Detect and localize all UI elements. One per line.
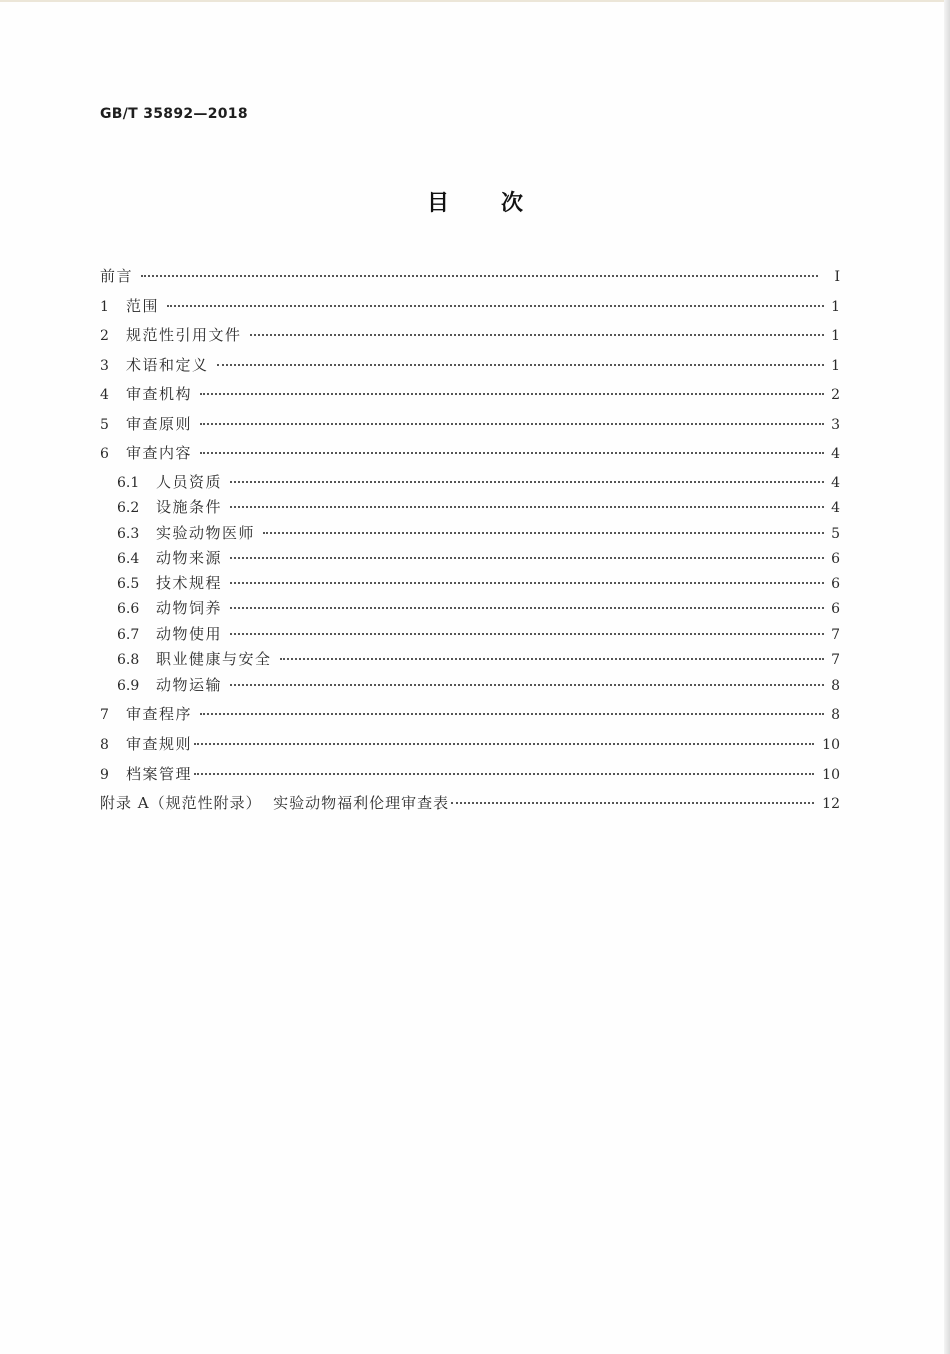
toc-entry-page: 6	[831, 576, 840, 592]
toc-entry-number: 9	[100, 767, 109, 783]
toc-entry-page: 7	[831, 652, 840, 668]
toc-entry-4[interactable]	[100, 384, 840, 405]
toc-title-char-1: 目	[426, 191, 449, 216]
toc-entry-label: 档案管理	[126, 765, 193, 783]
toc-leader-dots	[200, 712, 824, 715]
toc-entry-page: 8	[831, 707, 840, 723]
toc-entry-6-8[interactable]	[117, 649, 840, 670]
toc-entry-page: 1	[831, 358, 840, 374]
toc-entry-6-9[interactable]	[117, 675, 840, 696]
toc-entry-page: 1	[831, 299, 840, 315]
toc-entry-appendix-a[interactable]	[100, 793, 840, 814]
toc-leader-dots	[167, 304, 824, 307]
toc-entry-number: 5	[100, 417, 109, 433]
toc-entry-6-7[interactable]	[117, 624, 840, 645]
toc-entry-label: 动物使用	[156, 625, 223, 643]
toc-entry-page: 4	[831, 475, 840, 491]
toc-leader-dots	[194, 742, 814, 745]
toc-leader-dots	[200, 392, 824, 395]
toc-entry-2[interactable]	[100, 325, 840, 346]
toc-title-char-2: 次	[501, 191, 524, 216]
toc-leader-dots	[230, 606, 824, 609]
toc-entry-6-6[interactable]	[117, 598, 840, 619]
toc-leader-dots	[230, 581, 824, 584]
toc-entry-page: 10	[822, 737, 840, 753]
toc-leader-dots	[250, 333, 824, 336]
toc-entry-label: 人员资质	[156, 473, 223, 491]
toc-entry-label: 动物来源	[156, 549, 223, 567]
toc-leader-dots	[217, 363, 824, 366]
toc-entry-number: 4	[100, 387, 109, 403]
toc-entry-number: 6.3	[117, 526, 140, 542]
toc-entry-number: 6.6	[117, 601, 140, 617]
toc-entry-page: 2	[831, 387, 840, 403]
toc-entry-page: 1	[831, 328, 840, 344]
toc-entry-6-1[interactable]	[117, 472, 840, 493]
toc-entry-label: 规范性引用文件	[126, 326, 242, 344]
toc-entry-3[interactable]	[100, 355, 840, 376]
toc-entry-label: 实验动物医师	[156, 524, 256, 542]
standard-code: GB/T 35892—2018	[100, 106, 248, 122]
toc-entry-page: 3	[831, 417, 840, 433]
toc-entry-label: 动物运输	[156, 676, 223, 694]
toc-entry-page: 6	[831, 601, 840, 617]
toc-entry-6-4[interactable]	[117, 548, 840, 569]
toc-entry-foreword[interactable]	[100, 266, 840, 287]
toc-entry-6-3[interactable]	[117, 523, 840, 544]
toc-entry-page: 12	[822, 796, 840, 812]
toc-leader-dots	[194, 772, 814, 775]
toc-entry-5[interactable]	[100, 414, 840, 435]
toc-leader-dots	[451, 801, 814, 804]
toc-entry-page: I	[834, 269, 840, 285]
toc-entry-label: 前言	[100, 267, 134, 285]
toc-entry-7[interactable]	[100, 704, 840, 725]
toc-entry-number: 6	[100, 446, 109, 462]
toc-entry-number: 2	[100, 328, 109, 344]
toc-leader-dots	[230, 480, 824, 483]
toc-entry-6-2[interactable]	[117, 497, 840, 518]
toc-entry-number: 7	[100, 707, 109, 723]
toc-entry-page: 4	[831, 500, 840, 516]
toc-entry-number: 6.8	[117, 652, 140, 668]
toc-leader-dots	[230, 683, 824, 686]
toc-title	[0, 186, 950, 217]
toc-entry-1[interactable]	[100, 296, 840, 317]
toc-entry-8[interactable]	[100, 734, 840, 755]
toc-entry-label: 审查规则	[126, 735, 193, 753]
toc-entry-9[interactable]	[100, 764, 840, 785]
toc-leader-dots	[230, 632, 824, 635]
toc-leader-dots	[280, 657, 824, 660]
toc-leader-dots	[230, 505, 824, 508]
toc-entry-label: 范围	[126, 297, 160, 315]
toc-entry-label: 动物饲养	[156, 599, 223, 617]
toc-entry-page: 5	[831, 526, 840, 542]
toc-entry-label: 术语和定义	[126, 356, 209, 374]
toc-leader-dots	[230, 556, 824, 559]
toc-entry-page: 10	[822, 767, 840, 783]
toc-leader-dots	[200, 451, 824, 454]
toc-entry-label: 审查原则	[126, 415, 193, 433]
toc-entry-number: 6.7	[117, 627, 140, 643]
toc-entry-number: 8	[100, 737, 109, 753]
toc-entry-page: 6	[831, 551, 840, 567]
toc-entry-number: 6.2	[117, 500, 140, 516]
toc-entry-page: 8	[831, 678, 840, 694]
toc-leader-dots	[200, 422, 824, 425]
toc-entry-label: 职业健康与安全	[156, 650, 272, 668]
toc-entry-number: 3	[100, 358, 109, 374]
toc-entry-label: 审查程序	[126, 705, 193, 723]
toc-entry-6-5[interactable]	[117, 573, 840, 594]
toc-entry-number: 6.4	[117, 551, 140, 567]
toc-leader-dots	[263, 531, 824, 534]
toc-entry-page: 7	[831, 627, 840, 643]
toc-entry-label: 附录 A（规范性附录） 实验动物福利伦理审查表	[100, 794, 450, 812]
toc-entry-6[interactable]	[100, 443, 840, 464]
toc-leader-dots	[141, 274, 818, 277]
toc-entry-label: 技术规程	[156, 574, 223, 592]
toc-entry-number: 6.1	[117, 475, 140, 491]
toc-entry-page: 4	[831, 446, 840, 462]
toc-entry-number: 6.9	[117, 678, 140, 694]
toc-entry-number: 1	[100, 299, 109, 315]
toc-entry-number: 6.5	[117, 576, 140, 592]
toc-entry-label: 审查内容	[126, 444, 193, 462]
scan-edge-top	[0, 0, 950, 2]
toc-entry-label: 审查机构	[126, 385, 193, 403]
toc-entry-label: 设施条件	[156, 498, 223, 516]
